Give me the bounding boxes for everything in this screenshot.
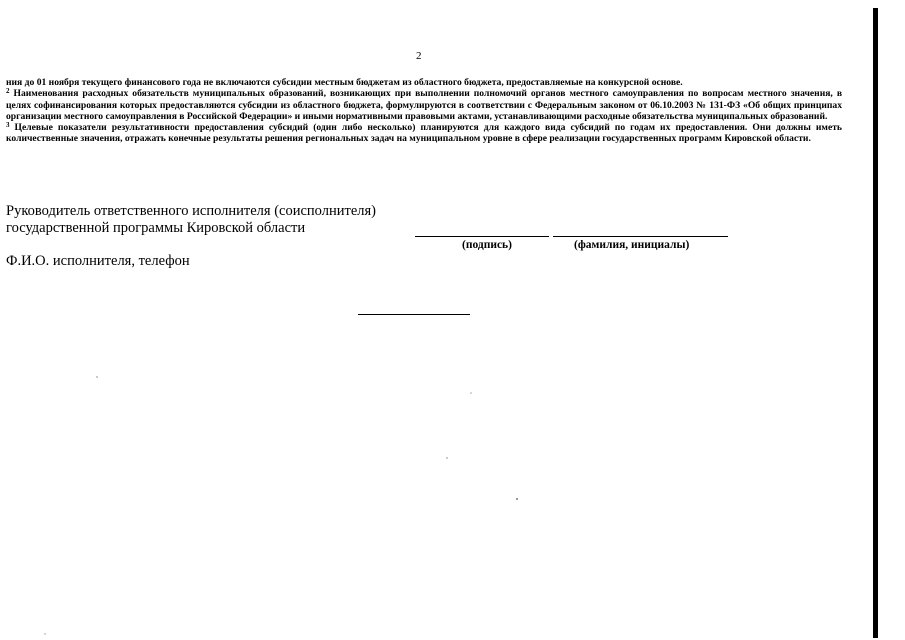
footnote-continuation: ния до 01 ноября текущего финансового года не включаются субсидии местным бюджетам из областного бюджета, предоставляемые на конкурсной основе. xyxy=(6,77,683,88)
footnote-2-marker: 2 xyxy=(6,87,10,96)
signature-heading xyxy=(6,203,376,237)
name-caption: (фамилия, инициалы) xyxy=(574,239,690,251)
executor-label: Ф.И.О. исполнителя, телефон xyxy=(6,253,190,269)
scan-speck xyxy=(516,498,518,500)
signature-heading-line-1: Руководитель ответственного исполнителя (соисполнителя) xyxy=(6,203,377,219)
scan-speck xyxy=(96,376,98,378)
scan-speck xyxy=(470,392,472,394)
signature-line xyxy=(415,236,549,237)
name-line xyxy=(553,236,728,237)
footnotes-block xyxy=(6,77,842,145)
closing-rule xyxy=(358,314,470,315)
footnote-3-marker: 3 xyxy=(6,121,10,130)
scan-edge-bar xyxy=(873,8,878,638)
scan-speck xyxy=(44,633,46,635)
footnote-2-text: Наименования расходных обязательств муниципальных образований, возникающих при выполнении полномочий органов местного самоуправления по вопросам местного значения, в целях софинансирования которых предоставляются субсидии из областного бюджета, формулируются в соответствии с Федеральным законом от 06.10.2003 № 131-ФЗ «Об общих принципах организации местного самоуправления в Российской Федерации» и иными нормативными правовыми актами, устанавливающими расходные обязательства муниципальных образований. xyxy=(6,88,842,122)
signature-caption: (подпись) xyxy=(462,239,512,251)
footnote-2 xyxy=(6,88,842,122)
footnote-3 xyxy=(6,122,842,145)
page-number: 2 xyxy=(416,50,422,62)
footnote-3-text: Целевые показатели результативности предоставления субсидий (один либо несколько) планируются для каждого вида субсидий по годам их предоставления. Они должны иметь количественные значения, отражать конечные результаты решения региональных задач на муниципальном уровне в сфере реализации государственных программ Кировской области. xyxy=(6,122,842,145)
signature-heading-line-2: государственной программы Кировской области xyxy=(6,220,306,236)
scan-speck xyxy=(446,457,448,459)
